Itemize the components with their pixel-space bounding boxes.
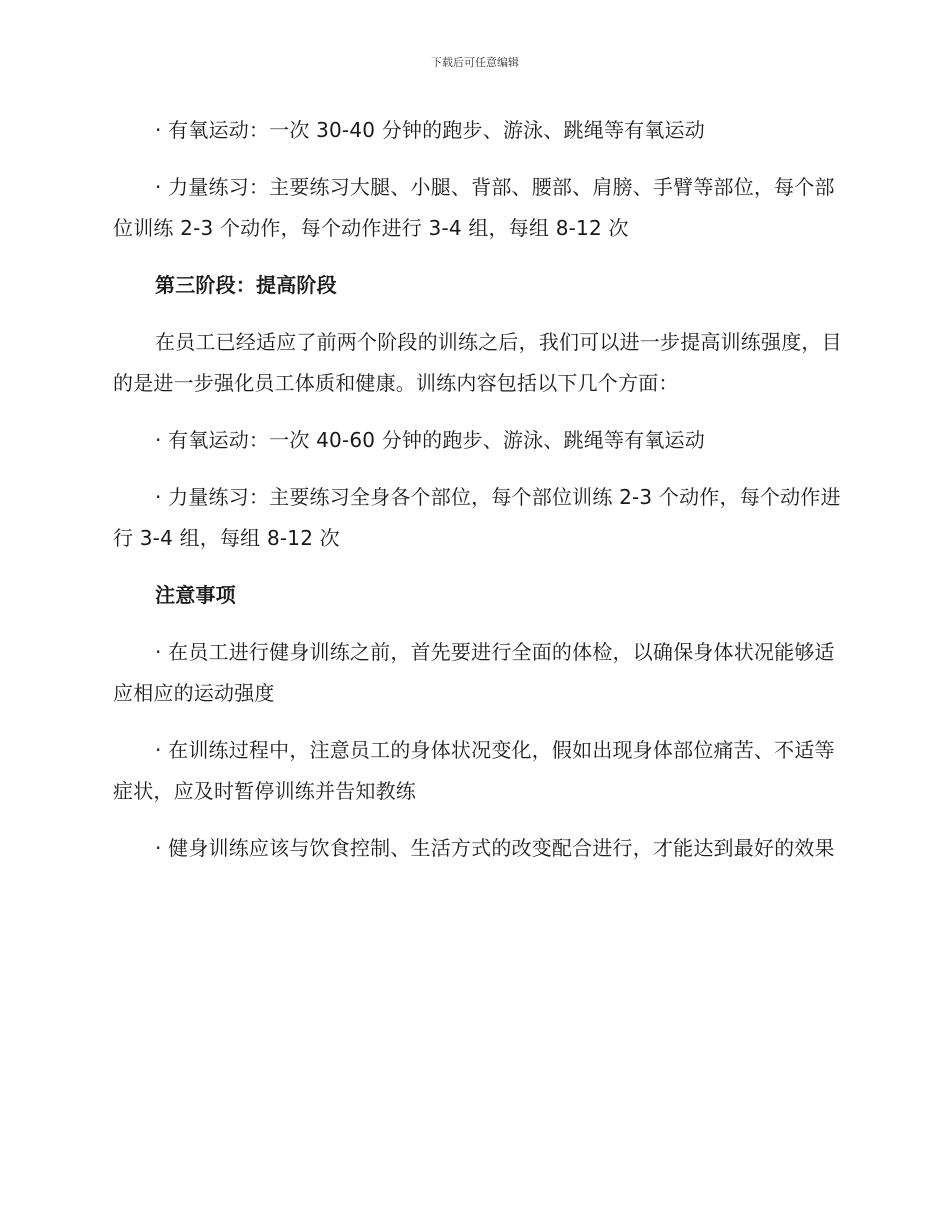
bullet-aerobic-stage3: · 有氧运动：一次 40-60 分钟的跑步、游泳、跳绳等有氧运动 xyxy=(155,428,705,452)
section-heading-notes: 注意事项 xyxy=(155,583,236,607)
section-heading-stage3: 第三阶段：提高阶段 xyxy=(155,273,337,297)
bullet-aerobic-stage2: · 有氧运动：一次 30-40 分钟的跑步、游泳、跳绳等有氧运动 xyxy=(155,118,705,142)
note-item-monitoring: · 在训练过程中，注意员工的身体状况变化，假如出现身体部位痛苦、不适等症状，应及时暂停训练并告知教练 xyxy=(113,738,835,803)
document-body xyxy=(113,110,843,885)
page-header-note: 下载后可任意编辑 xyxy=(431,56,519,69)
bullet-strength-stage2: · 力量练习：主要练习大腿、小腿、背部、腰部、肩膀、手臂等部位，每个部位训练 2-3 个动作，每个动作进行 3-4 组，每组 8-12 次 xyxy=(113,175,835,240)
note-item-checkup: · 在员工进行健身训练之前，首先要进行全面的体检，以确保身体状况能够适应相应的运动强度 xyxy=(113,640,835,705)
stage3-intro-paragraph: 在员工已经适应了前两个阶段的训练之后，我们可以进一步提高训练强度，目的是进一步强化员工体质和健康。训练内容包括以下几个方面： xyxy=(113,330,842,395)
note-item-lifestyle: · 健身训练应该与饮食控制、生活方式的改变配合进行，才能达到最好的效果 xyxy=(155,836,835,860)
bullet-strength-stage3: · 力量练习：主要练习全身各个部位，每个部位训练 2-3 个动作，每个动作进行 3-4 组，每组 8-12 次 xyxy=(113,485,841,550)
